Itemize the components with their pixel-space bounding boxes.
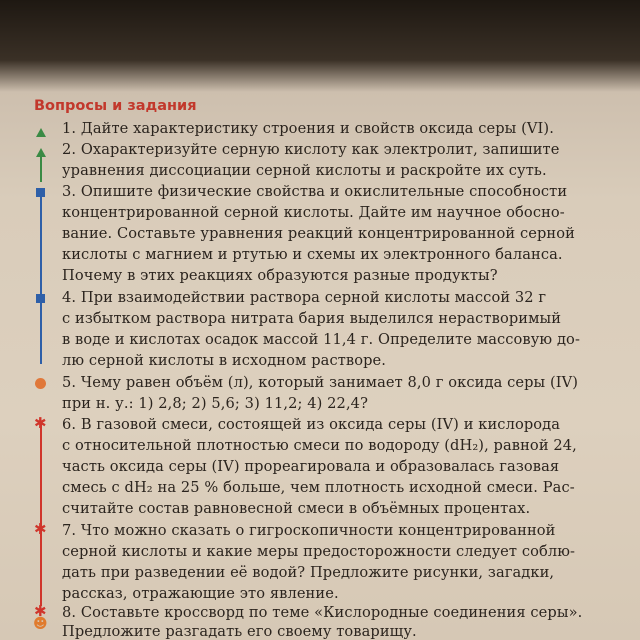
- question-3-line-5: Почему в этих реакциях образуются разные продукты?: [62, 267, 498, 284]
- question-3-line-3: вание. Составьте уравнения реакций концентрированной серной: [62, 225, 575, 242]
- triangle-icon: [36, 148, 46, 157]
- question-3-line-4: кислоты с магнием и ртутью и схемы их электронного баланса.: [62, 246, 563, 263]
- question-8-line-1: 8. Составьте кроссворд по теме «Кислородные соединения серы».: [62, 604, 583, 621]
- square-icon: [36, 188, 45, 197]
- question-3-line-2: концентрированной серной кислоты. Дайте им научное обосно-: [62, 204, 565, 221]
- question-7-line-3: дать при разведении её водой? Предложите рисунки, загадки,: [62, 564, 555, 581]
- question-4-line-1: 4. При взаимодействии раствора серной кислоты массой 32 г: [62, 289, 547, 306]
- star-icon: ✱: [34, 602, 47, 620]
- section-title: Вопросы и задания: [34, 98, 197, 114]
- marker-bar-blue: [40, 192, 42, 364]
- question-5-line-1: 5. Чему равен объём (л), который занимает 8,0 г оксида серы (IV): [62, 374, 579, 391]
- question-4-line-3: в воде и кислотах осадок массой 11,4 г. Определите массовую до-: [62, 331, 580, 348]
- square-icon: [36, 294, 45, 303]
- question-8-line-2: Предложите разгадать его своему товарищу.: [62, 623, 417, 640]
- question-3-line-1: 3. Опишите физические свойства и окислительные способности: [62, 183, 568, 200]
- question-7-line-2: серной кислоты и какие меры предосторожности следует соблю-: [62, 543, 576, 560]
- star-icon: ✱: [34, 414, 47, 432]
- question-2-line-1: 2. Охарактеризуйте серную кислоту как электролит, запишите: [62, 141, 560, 158]
- question-6-line-1: 6. В газовой смеси, состоящей из оксида серы (IV) и кислорода: [62, 416, 561, 433]
- question-6-line-2: с относительной плотностью смеси по водороду (dH₂), равной 24,: [62, 437, 577, 454]
- question-4-line-2: с избытком раствора нитрата бария выделился нерастворимый: [62, 310, 562, 327]
- star-icon: ✱: [34, 520, 47, 538]
- question-1-line-1: 1. Дайте характеристику строения и свойств оксида серы (VI).: [62, 120, 554, 137]
- triangle-icon: [36, 128, 46, 137]
- question-6-line-5: считайте состав равновесной смеси в объёмных процентах.: [62, 500, 531, 517]
- question-2-line-2: уравнения диссоциации серной кислоты и раскройте их суть.: [62, 162, 547, 179]
- question-7-line-1: 7. Что можно сказать о гигроскопичности концентрированной: [62, 522, 556, 539]
- question-4-line-4: лю серной кислоты в исходном растворе.: [62, 352, 387, 369]
- question-6-line-3: часть оксида серы (IV) прореагировала и образовалась газовая: [62, 458, 560, 475]
- question-5-line-2: при н. у.: 1) 2,8; 2) 5,6; 3) 11,2; 4) 22,4?: [62, 395, 368, 412]
- question-7-line-4: рассказ, отражающие это явление.: [62, 585, 339, 602]
- marker-bar-red: [40, 424, 42, 606]
- group-work-icon: ☻: [33, 616, 48, 632]
- circle-icon: [35, 378, 46, 389]
- question-6-line-4: смесь с dH₂ на 25 % больше, чем плотность исходной смеси. Рас-: [62, 479, 575, 496]
